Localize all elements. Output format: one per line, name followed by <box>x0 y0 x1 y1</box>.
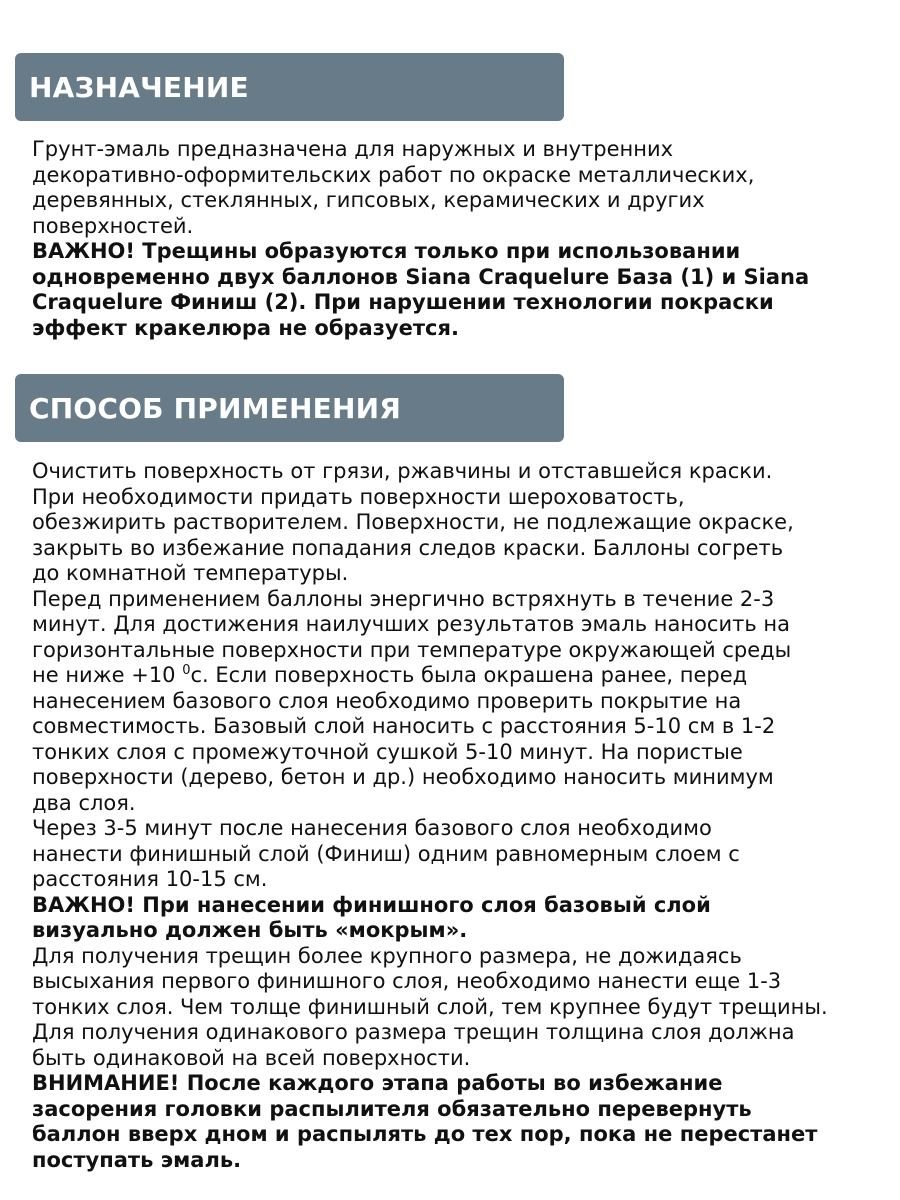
purpose-line: Грунт-эмаль предназначена для наружных и внутренних <box>32 137 674 161</box>
purpose-line: поверхностей. <box>32 213 194 238</box>
usage-line: Очистить поверхность от грязи, ржавчины и отставшейся краски. <box>32 459 773 483</box>
section-header-purpose <box>15 53 564 121</box>
usage-line: закрыть во избежание попадания следов краски. Баллоны согреть <box>32 535 784 560</box>
usage-line: нанесением базового слоя необходимо проверить покрытие на <box>32 688 742 713</box>
usage-line: обезжирить растворителем. Поверхности, не подлежащие окраске, <box>32 510 794 534</box>
important-label: ВАЖНО! <box>32 892 135 917</box>
purpose-important-line: одновременно двух баллонов Siana Craquelure База (1) и Siana <box>32 264 810 289</box>
usage-attention-line: баллон вверх дном и распылять до тех пор, пока не перестанет <box>32 1122 818 1146</box>
usage-line: Перед применением баллоны энергично встряхнуть в течение 2-3 <box>32 586 775 611</box>
purpose-line: деревянных, стеклянных, гипсовых, керамических и других <box>32 188 705 212</box>
usage-line: нанести финишный слой (Финиш) одним равномерным слоем с <box>32 841 740 866</box>
important-text: При нанесении финишного слоя базовый слой <box>134 892 711 917</box>
usage-important-line <box>32 893 892 919</box>
section-title-usage: СПОСОБ ПРИМЕНЕНИЯ <box>29 391 401 425</box>
purpose-important-line <box>32 239 892 265</box>
section-title-purpose: НАЗНАЧЕНИЕ <box>29 70 249 104</box>
purpose-important-line: эффект кракелюра не образуется. <box>32 315 459 340</box>
usage-line: Для получения трещин более крупного размера, не дожидаясь <box>32 943 742 968</box>
purpose-important-line: Craquelure Финиш (2). При нарушении технологии покраски <box>32 290 774 314</box>
section-header-usage <box>15 374 564 442</box>
temperature-suffix: с. Если поверхность была окрашена ранее, перед <box>190 663 748 687</box>
purpose-text-block <box>32 137 892 341</box>
usage-line: тонких слоя с промежуточной сушкой 5-10 минут. На пористые <box>32 739 743 764</box>
usage-line: два слоя. <box>32 790 136 815</box>
important-label: ВАЖНО! <box>32 239 135 263</box>
temperature-prefix: не ниже +10 <box>32 663 183 687</box>
usage-line: минут. Для достижения наилучших результатов эмаль наносить на <box>32 612 790 636</box>
usage-important-line: визуально должен быть «мокрым». <box>32 918 468 942</box>
usage-text-block <box>32 459 892 1173</box>
degree-superscript: 0 <box>182 663 191 678</box>
usage-attention-line: засорения головки распылителя обязательно перевернуть <box>32 1096 752 1121</box>
usage-line: высыхания первого финишного слоя, необходимо нанести еще 1-3 <box>32 969 782 993</box>
usage-attention-line: поступать эмаль. <box>32 1147 242 1172</box>
usage-line: до комнатной температуры. <box>32 561 349 585</box>
usage-attention-line <box>32 1071 892 1097</box>
usage-line: совместимость. Базовый слой наносить с расстояния 5-10 см в 1-2 <box>32 714 776 738</box>
usage-line: тонких слоя. Чем толще финишный слой, тем крупнее будут трещины. <box>32 994 828 1019</box>
attention-label: ВНИМАНИЕ! <box>32 1071 180 1095</box>
attention-text: После каждого этапа работы во избежание <box>179 1071 723 1095</box>
usage-line: поверхности (дерево, бетон и др.) необходимо наносить минимум <box>32 765 774 789</box>
usage-line: При необходимости придать поверхности шероховатость, <box>32 484 685 509</box>
usage-temperature-line <box>32 663 892 689</box>
usage-line: Для получения одинакового размера трещин толщина слоя должна <box>32 1020 795 1044</box>
usage-line: горизонтальные поверхности при температуре окружающей среды <box>32 637 792 662</box>
important-text: Трещины образуются только при использовании <box>134 239 741 263</box>
usage-line: Через 3-5 минут после нанесения базового слоя необходимо <box>32 816 712 840</box>
usage-line: расстояния 10-15 см. <box>32 867 268 891</box>
purpose-line: декоративно-оформительских работ по окраске металлических, <box>32 162 755 187</box>
usage-line: быть одинаковой на всей поверхности. <box>32 1045 471 1070</box>
